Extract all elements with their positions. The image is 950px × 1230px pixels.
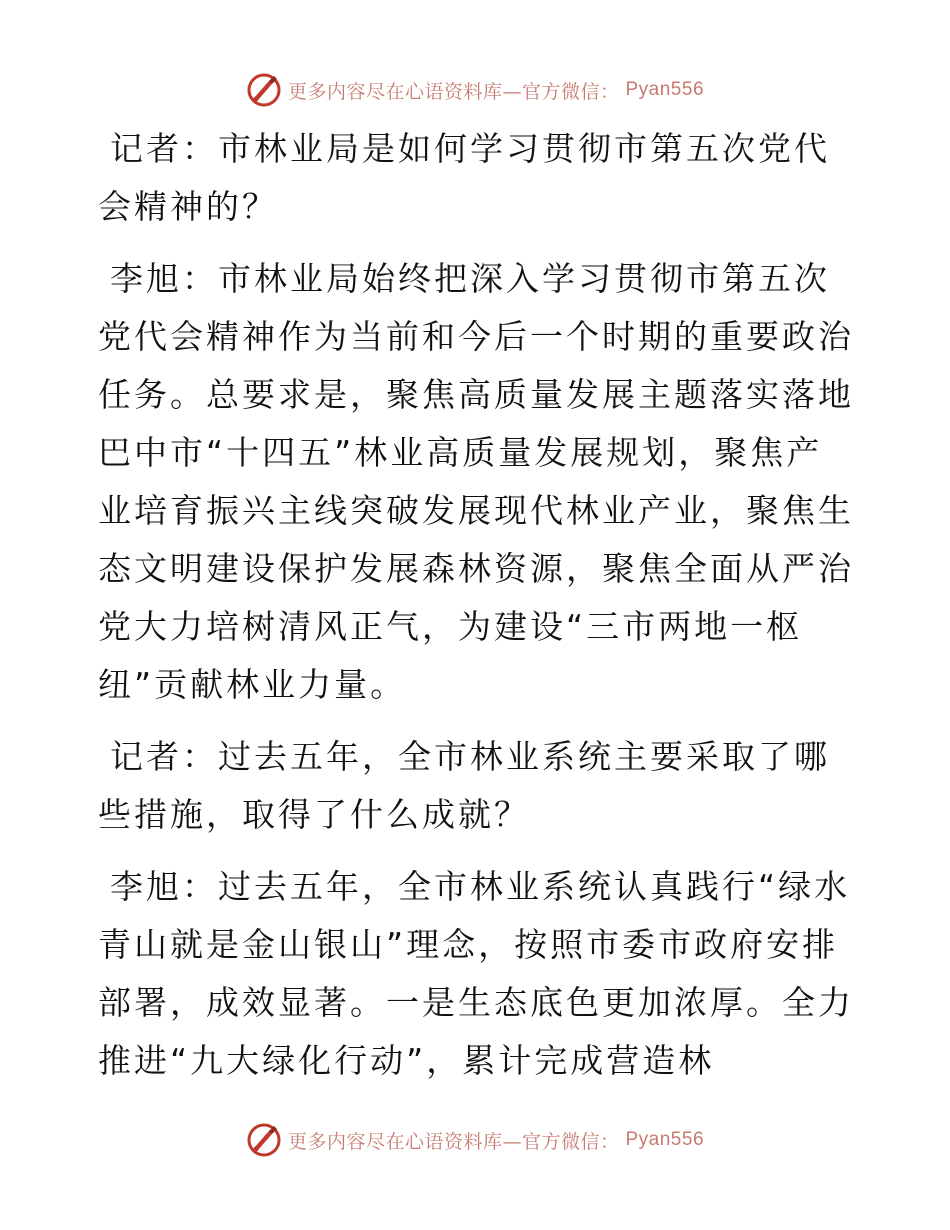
question-1: 记者：市林业局是如何学习贯彻市第五次党代会精神的？ (98, 129, 830, 226)
brush-logo-icon (246, 1122, 282, 1158)
header-watermark (0, 70, 950, 110)
watermark-text: 更多内容尽在心语资料库—官方微信： (287, 80, 620, 103)
watermark-handle: Pyan556 (625, 79, 705, 100)
answer-2: 李旭：过去五年，全市林业系统认真践行“绿水青山就是金山银山”理念，按照市委市政府安排部署，成效显著。一是生态底色更加浓厚。全力推进“九大绿化行动”，累计完成营造林 (98, 867, 854, 1080)
brush-logo-icon (246, 72, 282, 108)
answer-1: 李旭：市林业局始终把深入学习贯彻市第五次党代会精神作为当前和今后一个时期的重要政治任务。总要求是，聚焦高质量发展主题落实落地巴中市“十四五”林业高质量发展规划，聚焦产业培育振兴主线突破发展现代林业产业，聚焦生态文明建设保护发展森林资源，聚焦全面从严治党大力培树清风正气，为建设“三市两地一枢纽”贡献林业力量。 (98, 259, 854, 704)
article-body (98, 120, 858, 1104)
watermark-handle: Pyan556 (625, 1129, 705, 1150)
footer-watermark (0, 1120, 950, 1160)
question-2: 记者：过去五年，全市林业系统主要采取了哪些措施，取得了什么成就？ (98, 737, 830, 834)
watermark-text: 更多内容尽在心语资料库—官方微信： (287, 1130, 620, 1153)
